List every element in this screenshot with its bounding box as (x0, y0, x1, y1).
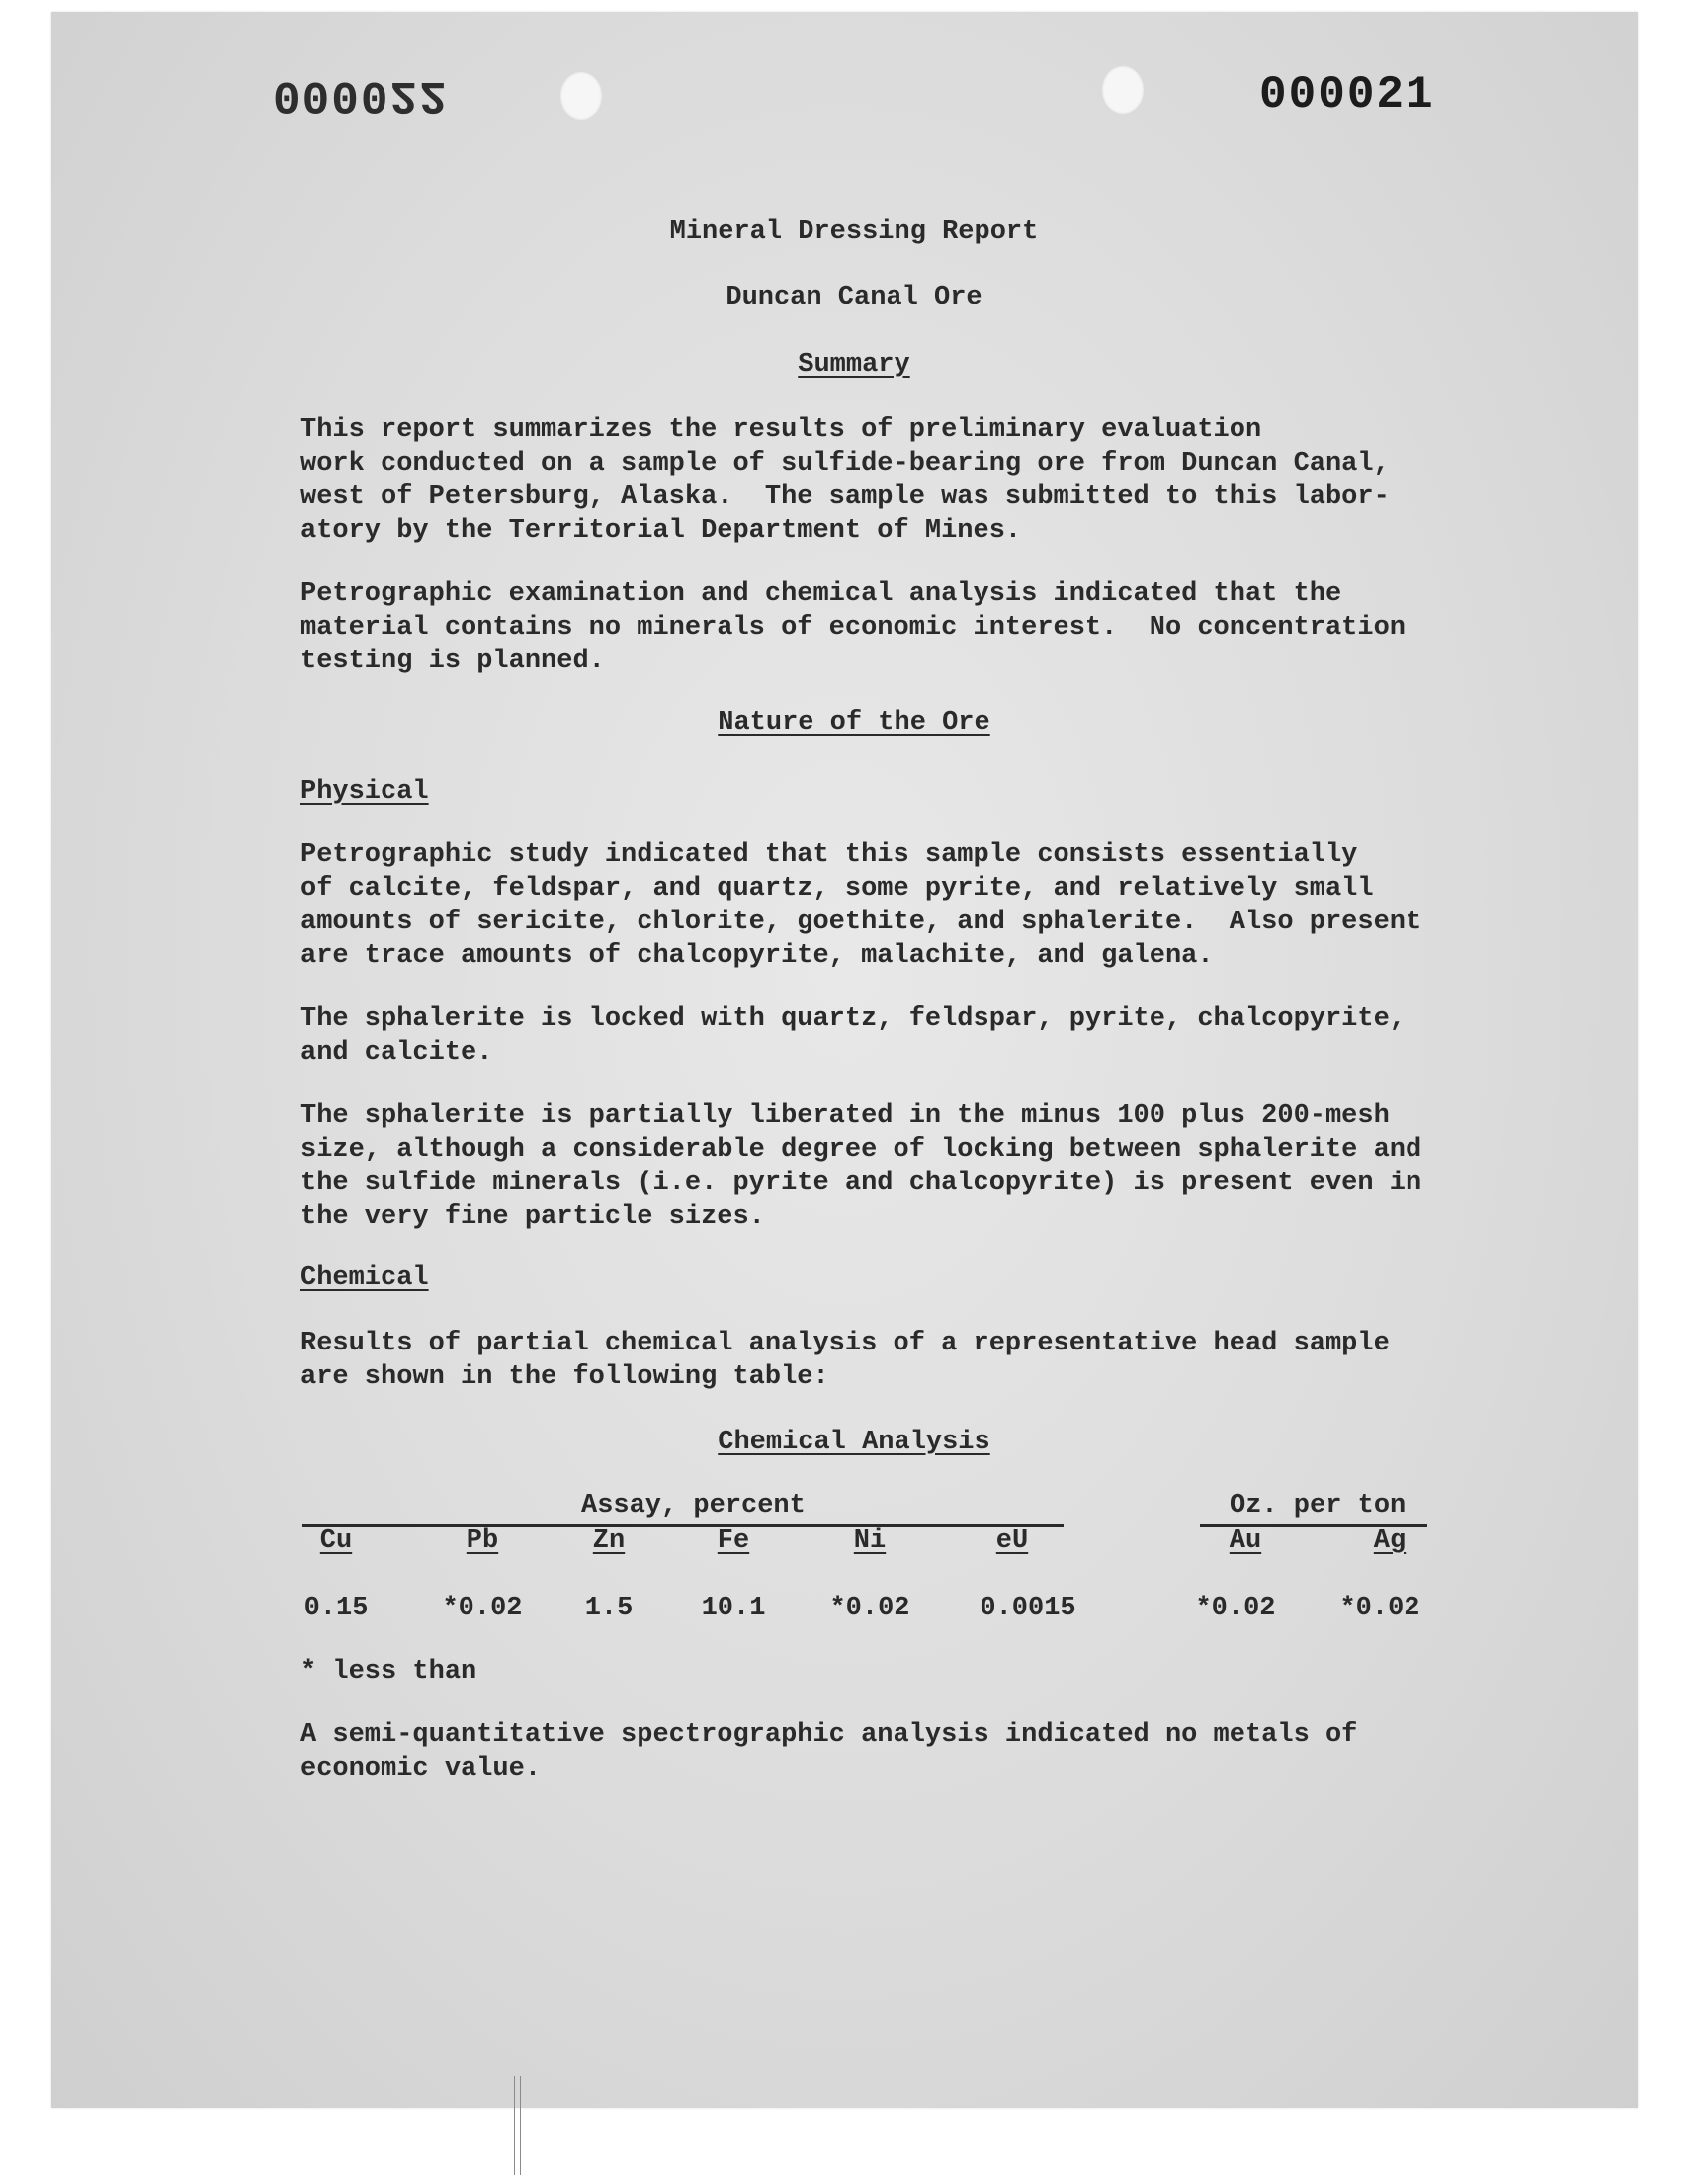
report-title: Mineral Dressing Report (669, 218, 1039, 247)
page-number: 000021 (1259, 69, 1435, 121)
value-zn: 1.5 (584, 1594, 634, 1623)
value-ni: *0.02 (829, 1594, 910, 1623)
column-header-fe: Fe (717, 1526, 750, 1556)
chemical-heading-wrap (300, 1263, 429, 1293)
table-title: Chemical Analysis (718, 1428, 990, 1457)
physical-paragraph-1: Petrographic study indicated that this sample consists essentially of calcite, feldspar, and quartz, some pyrite, and relatively small amounts of sericite, chlorite, goethite, and sphalerite. Also present are trace amounts of chalcopyrite, malachite, and galena. (300, 840, 1422, 971)
page-number-mirrored: 000022 (273, 69, 449, 121)
nature-heading: Nature of the Ore (718, 708, 990, 738)
physical-paragraph-2: The sphalerite is locked with quartz, feldspar, pyrite, chalcopyrite, and calcite. (300, 1004, 1406, 1068)
punch-hole (559, 71, 603, 121)
physical-paragraph-3: The sphalerite is partially liberated in the minus 100 plus 200-mesh size, although a considerable degree of locking between sphalerite and the sulfide minerals (i.e. pyrite and chalcopyrite) is present even in the very fine particle sizes. (300, 1101, 1422, 1232)
page-crease (514, 2076, 515, 2175)
value-pb: *0.02 (442, 1594, 523, 1623)
value-au: *0.02 (1195, 1594, 1276, 1623)
physical-heading-wrap (300, 777, 429, 807)
column-header-pb: Pb (466, 1526, 499, 1556)
chemical-paragraph-1: Results of partial chemical analysis of a representative head sample are shown in the following table: (300, 1329, 1390, 1392)
column-header-ni: Ni (853, 1526, 887, 1556)
page-crease (520, 2076, 521, 2175)
footnote: * less than (300, 1657, 477, 1687)
summary-heading: Summary (798, 350, 910, 380)
oz-group-label: Oz. per ton (1230, 1491, 1407, 1521)
column-header-au: Au (1229, 1526, 1262, 1556)
value-ag: *0.02 (1339, 1594, 1420, 1623)
summary-paragraph-1: This report summarizes the results of preliminary evaluation work conducted on a sample of sulfide-bearing ore from Duncan Canal, west of Petersburg, Alaska. The sample was submitted to this labor- atory by the Territorial Department of Mines. (300, 415, 1390, 546)
summary-heading-wrap (0, 350, 1708, 380)
value-cu: 0.15 (303, 1594, 369, 1623)
column-header-ag: Ag (1373, 1526, 1407, 1556)
column-header-eu: eU (995, 1526, 1029, 1556)
summary-paragraph-2: Petrographic examination and chemical analysis indicated that the material contains no minerals of economic interest. No concentration testing is planned. (300, 579, 1406, 676)
punch-hole (1101, 65, 1145, 115)
value-fe: 10.1 (701, 1594, 766, 1623)
column-header-zn: Zn (592, 1526, 626, 1556)
physical-heading: Physical (300, 777, 429, 807)
table-title-wrap (0, 1428, 1708, 1457)
report-subtitle: Duncan Canal Ore (726, 283, 982, 312)
assay-group-label: Assay, percent (581, 1491, 806, 1521)
closing-paragraph: A semi-quantitative spectrographic analysis indicated no metals of economic value. (300, 1720, 1358, 1784)
column-header-cu: Cu (319, 1526, 353, 1556)
value-eu: 0.0015 (980, 1594, 1076, 1623)
nature-heading-wrap (0, 708, 1708, 738)
chemical-heading: Chemical (300, 1263, 429, 1293)
